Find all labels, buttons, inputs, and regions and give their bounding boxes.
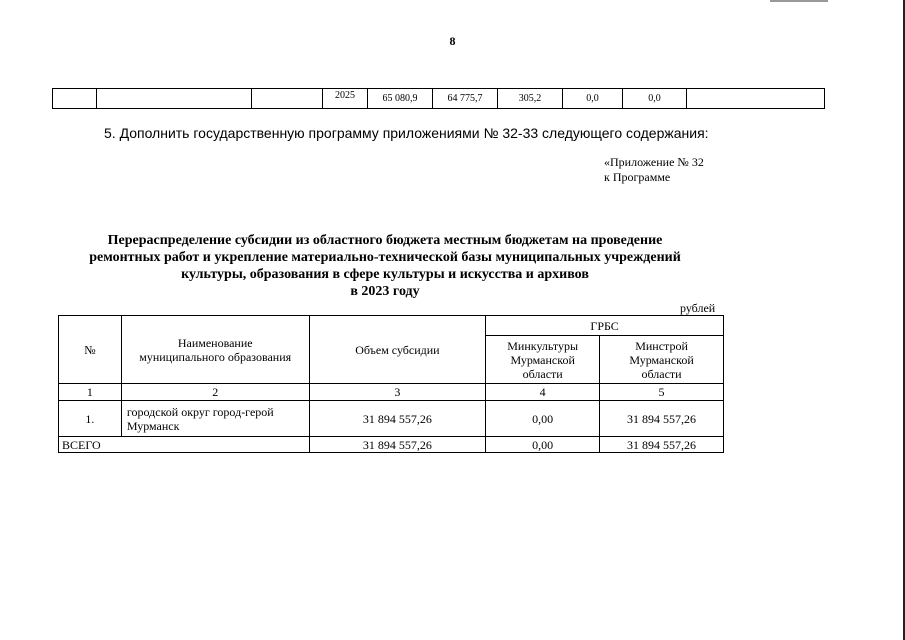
table-cell [687,89,825,109]
header-grbs-minculture [486,336,600,384]
column-number: 4 [486,384,600,401]
header-grbs: ГРБС [486,316,724,336]
header-line: области [641,366,682,381]
table-cell [252,89,323,109]
table-header-row [59,316,724,336]
header-line: Мурманской [510,352,575,367]
row-volume: 31 894 557,26 [309,401,486,437]
value-cell: 0,0 [563,89,623,109]
value-cell: 65 080,9 [368,89,433,109]
table-cell [53,89,97,109]
header-name-line: муниципального образования [139,349,292,364]
total-grbs-minculture: 0,00 [486,437,600,453]
row-num: 1. [59,401,122,437]
total-volume: 31 894 557,26 [309,437,486,453]
municipality-line: Мурманск [126,418,180,433]
header-volume: Объем субсидии [309,316,486,384]
total-label: ВСЕГО [59,437,310,453]
page-number: 8 [449,34,456,48]
item-5-text: 5. Дополнить государственную программу приложениями № 32-33 следующего содержания: [104,125,709,141]
row-grbs-minstroy: 31 894 557,26 [600,401,724,437]
document-title [60,232,710,300]
row-grbs-minculture: 0,00 [486,401,600,437]
continuation-table [52,88,825,109]
column-number: 5 [600,384,724,401]
title-line: Перераспределение субсидии из областного бюджета местным бюджетам на проведение [107,233,663,248]
value-cell: 0,0 [623,89,687,109]
value-cell: 64 775,7 [433,89,498,109]
total-row [59,437,724,453]
header-line: Мурманской [629,352,694,367]
total-grbs-minstroy: 31 894 557,26 [600,437,724,453]
title-line: в 2023 году [350,284,420,299]
header-grbs-minstroy [600,336,724,384]
header-num: № [59,316,122,384]
title-line: ремонтных работ и укрепление материально-технической базы муниципальных учреждений [89,250,681,265]
annex-reference [604,155,704,185]
title-line: культуры, образования в сфере культуры и искусства и архивов [181,267,589,282]
annex-line: «Приложение № 32 [604,155,704,169]
top-edge-mark [770,0,828,2]
header-line: области [522,366,563,381]
column-number: 1 [59,384,122,401]
municipality-line: городской округ город-герой [126,404,274,419]
value-cell: 305,2 [498,89,563,109]
annex-line: к Программе [604,170,671,184]
table-row [59,401,724,437]
table-cell [97,89,252,109]
row-municipality [121,401,309,437]
header-name [121,316,309,384]
units-label: рублей [680,301,716,315]
column-number-row [59,384,724,401]
header-line: Минстрой [635,338,688,353]
header-line: Минкультуры [507,338,579,353]
subsidy-table [58,315,724,453]
column-number: 3 [309,384,486,401]
table-row [53,89,825,109]
year-cell: 2025 [323,89,368,109]
column-number: 2 [121,384,309,401]
header-name-line: Наименование [177,335,253,350]
